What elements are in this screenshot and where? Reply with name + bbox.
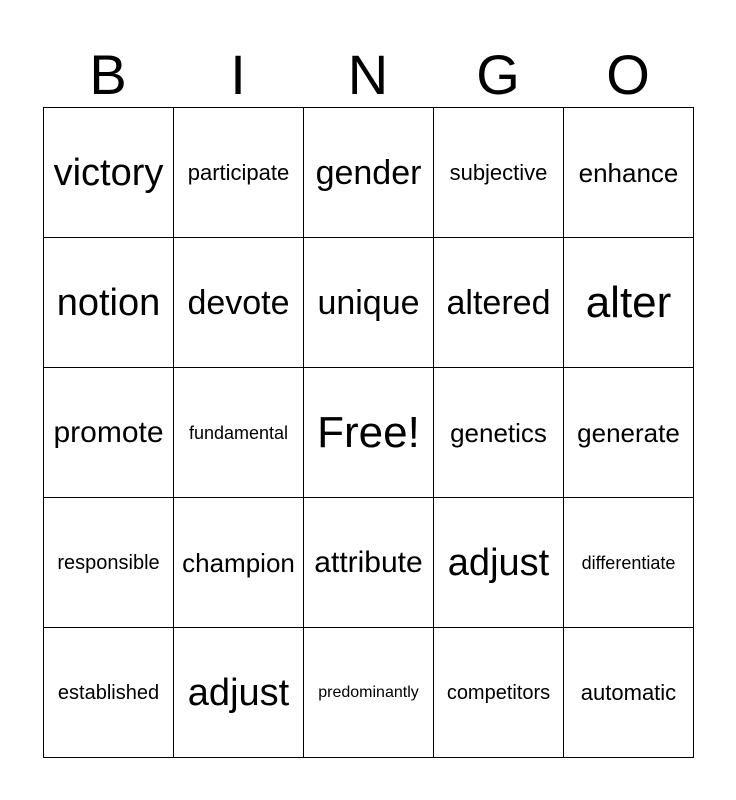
bingo-cell: unique [304, 238, 434, 368]
header-letter-g: G [476, 43, 520, 106]
bingo-cell: attribute [304, 498, 434, 628]
bingo-cell: automatic [564, 628, 694, 758]
bingo-cell: established [44, 628, 174, 758]
bingo-cell: participate [174, 108, 304, 238]
bingo-cell: gender [304, 108, 434, 238]
free-space: Free! [304, 368, 434, 498]
bingo-cell: fundamental [174, 368, 304, 498]
bingo-cell: alter [564, 238, 694, 368]
header-letter-b: B [89, 43, 127, 106]
bingo-cell: responsible [44, 498, 174, 628]
bingo-cell: differentiate [564, 498, 694, 628]
header-letter-o: O [606, 43, 650, 106]
bingo-cell: generate [564, 368, 694, 498]
bingo-cell: competitors [434, 628, 564, 758]
bingo-cell: victory [44, 108, 174, 238]
bingo-cell: enhance [564, 108, 694, 238]
bingo-cell: champion [174, 498, 304, 628]
bingo-cell: subjective [434, 108, 564, 238]
bingo-cell: genetics [434, 368, 564, 498]
bingo-header [43, 44, 693, 106]
bingo-cell: adjust [434, 498, 564, 628]
header-letter-i: I [230, 43, 246, 106]
bingo-cell: altered [434, 238, 564, 368]
bingo-cell: promote [44, 368, 174, 498]
bingo-cell: predominantly [304, 628, 434, 758]
bingo-cell: devote [174, 238, 304, 368]
bingo-cell: notion [44, 238, 174, 368]
bingo-board [43, 107, 694, 758]
header-letter-n: N [347, 43, 389, 106]
bingo-cell: adjust [174, 628, 304, 758]
